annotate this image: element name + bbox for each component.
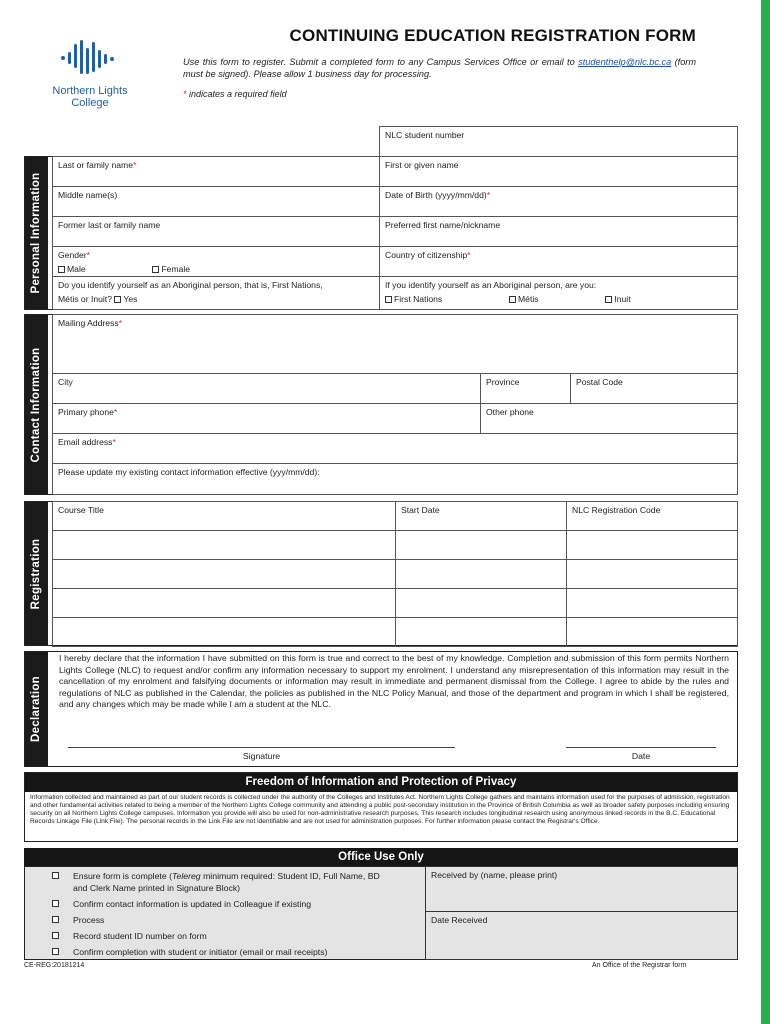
student-number-label: NLC student number — [385, 130, 465, 140]
male-label: Male — [67, 264, 86, 274]
signature-line[interactable] — [68, 747, 455, 748]
start-date-cell[interactable] — [395, 559, 567, 589]
checklist-text: and Clerk Name printed in Signature Block) — [73, 883, 241, 893]
college-logo — [40, 38, 150, 118]
other-phone-field[interactable] — [480, 403, 738, 434]
course-title-cell[interactable] — [52, 530, 396, 560]
checklist-item — [52, 930, 422, 942]
city-field[interactable] — [52, 373, 481, 404]
first-name-label: First or given name — [385, 160, 459, 170]
update-contact-field[interactable] — [52, 463, 738, 495]
mailing-address-field[interactable] — [52, 314, 738, 374]
required-note-text: indicates a required field — [189, 89, 287, 99]
signature-label: Signature — [242, 751, 281, 761]
course-title-cell[interactable] — [52, 588, 396, 618]
date-received-field[interactable] — [425, 911, 738, 960]
student-number-field[interactable] — [379, 126, 738, 157]
waveform-logo-icon — [60, 38, 120, 78]
course-title-cell[interactable] — [52, 559, 396, 589]
metis-checkbox[interactable] — [509, 296, 516, 303]
primary-phone-label: Primary phone — [58, 407, 114, 417]
email-field[interactable] — [52, 433, 738, 464]
course-title-header — [52, 501, 396, 531]
checklist-item — [52, 870, 422, 894]
checklist-checkbox[interactable] — [52, 948, 59, 955]
required-star: * — [183, 89, 187, 99]
checklist-checkbox[interactable] — [52, 932, 59, 939]
start-date-label: Start Date — [401, 505, 440, 515]
contact-section-label: Contact Information — [30, 347, 42, 462]
required-star: * — [118, 318, 123, 328]
checklist-item — [52, 914, 422, 926]
aboriginal-question-line-2: Métis or Inuit? — [58, 294, 112, 304]
update-contact-label: Please update my existing contact information effective (yyy/mm/dd): — [58, 467, 320, 477]
former-name-field[interactable] — [52, 216, 380, 247]
male-checkbox[interactable] — [58, 266, 65, 273]
other-phone-label: Other phone — [486, 407, 534, 417]
logo-line-2: College — [71, 97, 109, 109]
middle-name-label: Middle name(s) — [58, 190, 118, 200]
accent-stripe — [761, 0, 770, 1024]
middle-name-field[interactable] — [52, 186, 380, 217]
postal-code-field[interactable] — [570, 373, 738, 404]
citizenship-label: Country of citizenship — [385, 250, 468, 260]
first-nations-label: First Nations — [394, 294, 443, 304]
gender-label: Gender — [58, 250, 87, 260]
inuit-label: Inuit — [614, 294, 631, 304]
checklist-item — [52, 898, 422, 910]
checklist-text: Record student ID number on form — [73, 931, 207, 941]
required-field-note — [183, 89, 287, 99]
checklist-checkbox[interactable] — [52, 900, 59, 907]
province-field[interactable] — [480, 373, 571, 404]
mailing-address-label: Mailing Address — [58, 318, 119, 328]
preferred-name-label: Preferred first name/nickname — [385, 220, 501, 230]
aboriginal-question-line-1: Do you identify yourself as an Aboriginal person, that is, First Nations, — [58, 280, 323, 290]
first-name-field[interactable] — [379, 156, 738, 187]
checklist-text: Ensure form is complete ( — [73, 871, 172, 881]
intro-text-end: (form must be signed). Please allow 1 business day for processing. — [183, 57, 697, 79]
registration-code-cell[interactable] — [566, 559, 738, 589]
aboriginal-identity-label: If you identify yourself as an Aboriginal person, are you: — [385, 280, 597, 290]
gender-field — [52, 246, 380, 277]
checklist-text: minimum required: Student ID, Full Name, BD — [200, 871, 380, 881]
registration-code-cell[interactable] — [566, 617, 738, 647]
form-code: CE-REG:20181214 — [24, 962, 85, 969]
privacy-title: Freedom of Information and Protection of Privacy — [24, 772, 738, 792]
registration-code-header — [566, 501, 738, 531]
aboriginal-question — [52, 276, 380, 310]
checklist-checkbox[interactable] — [52, 916, 59, 923]
date-received-label: Date Received — [431, 915, 488, 925]
received-by-field[interactable] — [425, 866, 738, 912]
form-title: CONTINUING EDUCATION REGISTRATION FORM — [289, 26, 696, 45]
start-date-header — [395, 501, 567, 531]
yes-label: Yes — [123, 294, 138, 304]
preferred-name-field[interactable] — [379, 216, 738, 247]
aboriginal-yes-checkbox[interactable] — [114, 296, 121, 303]
province-label: Province — [486, 377, 520, 387]
last-name-label: Last or family name — [58, 160, 133, 170]
last-name-field[interactable] — [52, 156, 380, 187]
required-star: * — [467, 250, 471, 260]
privacy-text: Information collected and maintained as part of our student records is collected under the authority of the Colleges and Institutes Act. Northern Lights College gathers and maintains information used for the purposes of admission, registration and other fundamental activities related to being a member of the Northern Lights College community and attending a public post-secondary institution in the Province of British Columbia as well as broader safety purposes including ensuring security on all Northern Lights College campuses. Information you provide will also be used for non-administrative research purposes. This research includes longitudinal research using anonymous linked records in the B.C. Educational Records Linkage File (Link File). The personal records in the Link File are not identifiable and are not used for administration purposes. For further information please contact the Registrar's Office. — [30, 794, 730, 825]
dob-label: Date of Birth (yyyy/mm/dd) — [385, 190, 487, 200]
citizenship-field[interactable] — [379, 246, 738, 277]
postal-code-label: Postal Code — [576, 377, 623, 387]
required-star: * — [112, 437, 116, 447]
registration-code-label: NLC Registration Code — [572, 505, 661, 515]
personal-section-label: Personal Information — [30, 172, 42, 294]
primary-phone-field[interactable] — [52, 403, 481, 434]
checklist-item — [52, 946, 422, 958]
metis-label: Métis — [518, 294, 539, 304]
intro-text — [183, 56, 696, 80]
declaration-text: I hereby declare that the information I have submitted on this form is true and correct to the best of my knowledge. Completion and submission of this form permits Northern Lights College (NLC) to request and/or confirm any information necessary to support my enrolment. I understand any misrepresentation of this information may result in the cancellation of my enrolment and falsifying documents or information may result in immediate and permanent dismissal from the College. I agree to abide by the rules and regulations of NLC as published in the Calendar, the policies as published in the NLC Policy Manual, and those of the department and program in which I shall be registered, and any changes which may be made while I am a student at the NLC. — [59, 653, 729, 710]
checklist-checkbox[interactable] — [52, 872, 59, 879]
registration-section-label: Registration — [30, 538, 42, 609]
checklist-text: Confirm contact information is updated in Colleague if existing — [73, 899, 312, 909]
required-star: * — [113, 407, 118, 417]
course-title-label: Course Title — [58, 505, 104, 515]
logo-line-1: Northern Lights — [52, 85, 128, 97]
office-checklist — [52, 870, 422, 958]
course-title-cell[interactable] — [52, 617, 396, 647]
aboriginal-identity-field — [379, 276, 738, 310]
start-date-cell[interactable] — [395, 530, 567, 560]
declaration-section-label: Declaration — [30, 676, 42, 742]
email-link[interactable]: studenthelp@nlc.bc.ca — [578, 57, 672, 67]
checklist-text-italic: Telereg — [171, 871, 201, 881]
registration-code-cell[interactable] — [566, 588, 738, 618]
city-label: City — [58, 377, 73, 387]
start-date-cell[interactable] — [395, 588, 567, 618]
required-star: * — [86, 250, 91, 260]
start-date-cell[interactable] — [395, 617, 567, 647]
date-line[interactable] — [566, 747, 716, 748]
checklist-text: Process — [73, 915, 105, 925]
date-label: Date — [631, 751, 651, 761]
office-use-title: Office Use Only — [24, 848, 738, 866]
female-checkbox[interactable] — [152, 266, 159, 273]
intro-text-start: Use this form to register. Submit a completed form to any Campus Services Office or email to — [183, 57, 575, 67]
required-star: * — [133, 160, 137, 170]
first-nations-checkbox[interactable] — [385, 296, 392, 303]
registration-code-cell[interactable] — [566, 530, 738, 560]
former-name-label: Former last or family name — [58, 220, 161, 230]
inuit-checkbox[interactable] — [605, 296, 612, 303]
required-star: * — [486, 190, 491, 200]
dob-field[interactable] — [379, 186, 738, 217]
registrar-form-note: An Office of the Registrar form — [592, 962, 687, 969]
email-label: Email address — [58, 437, 113, 447]
received-by-label: Received by (name, please print) — [431, 870, 558, 880]
checklist-text: Confirm completion with student or initiator (email or mail receipts) — [73, 947, 328, 957]
female-label: Female — [161, 264, 191, 274]
